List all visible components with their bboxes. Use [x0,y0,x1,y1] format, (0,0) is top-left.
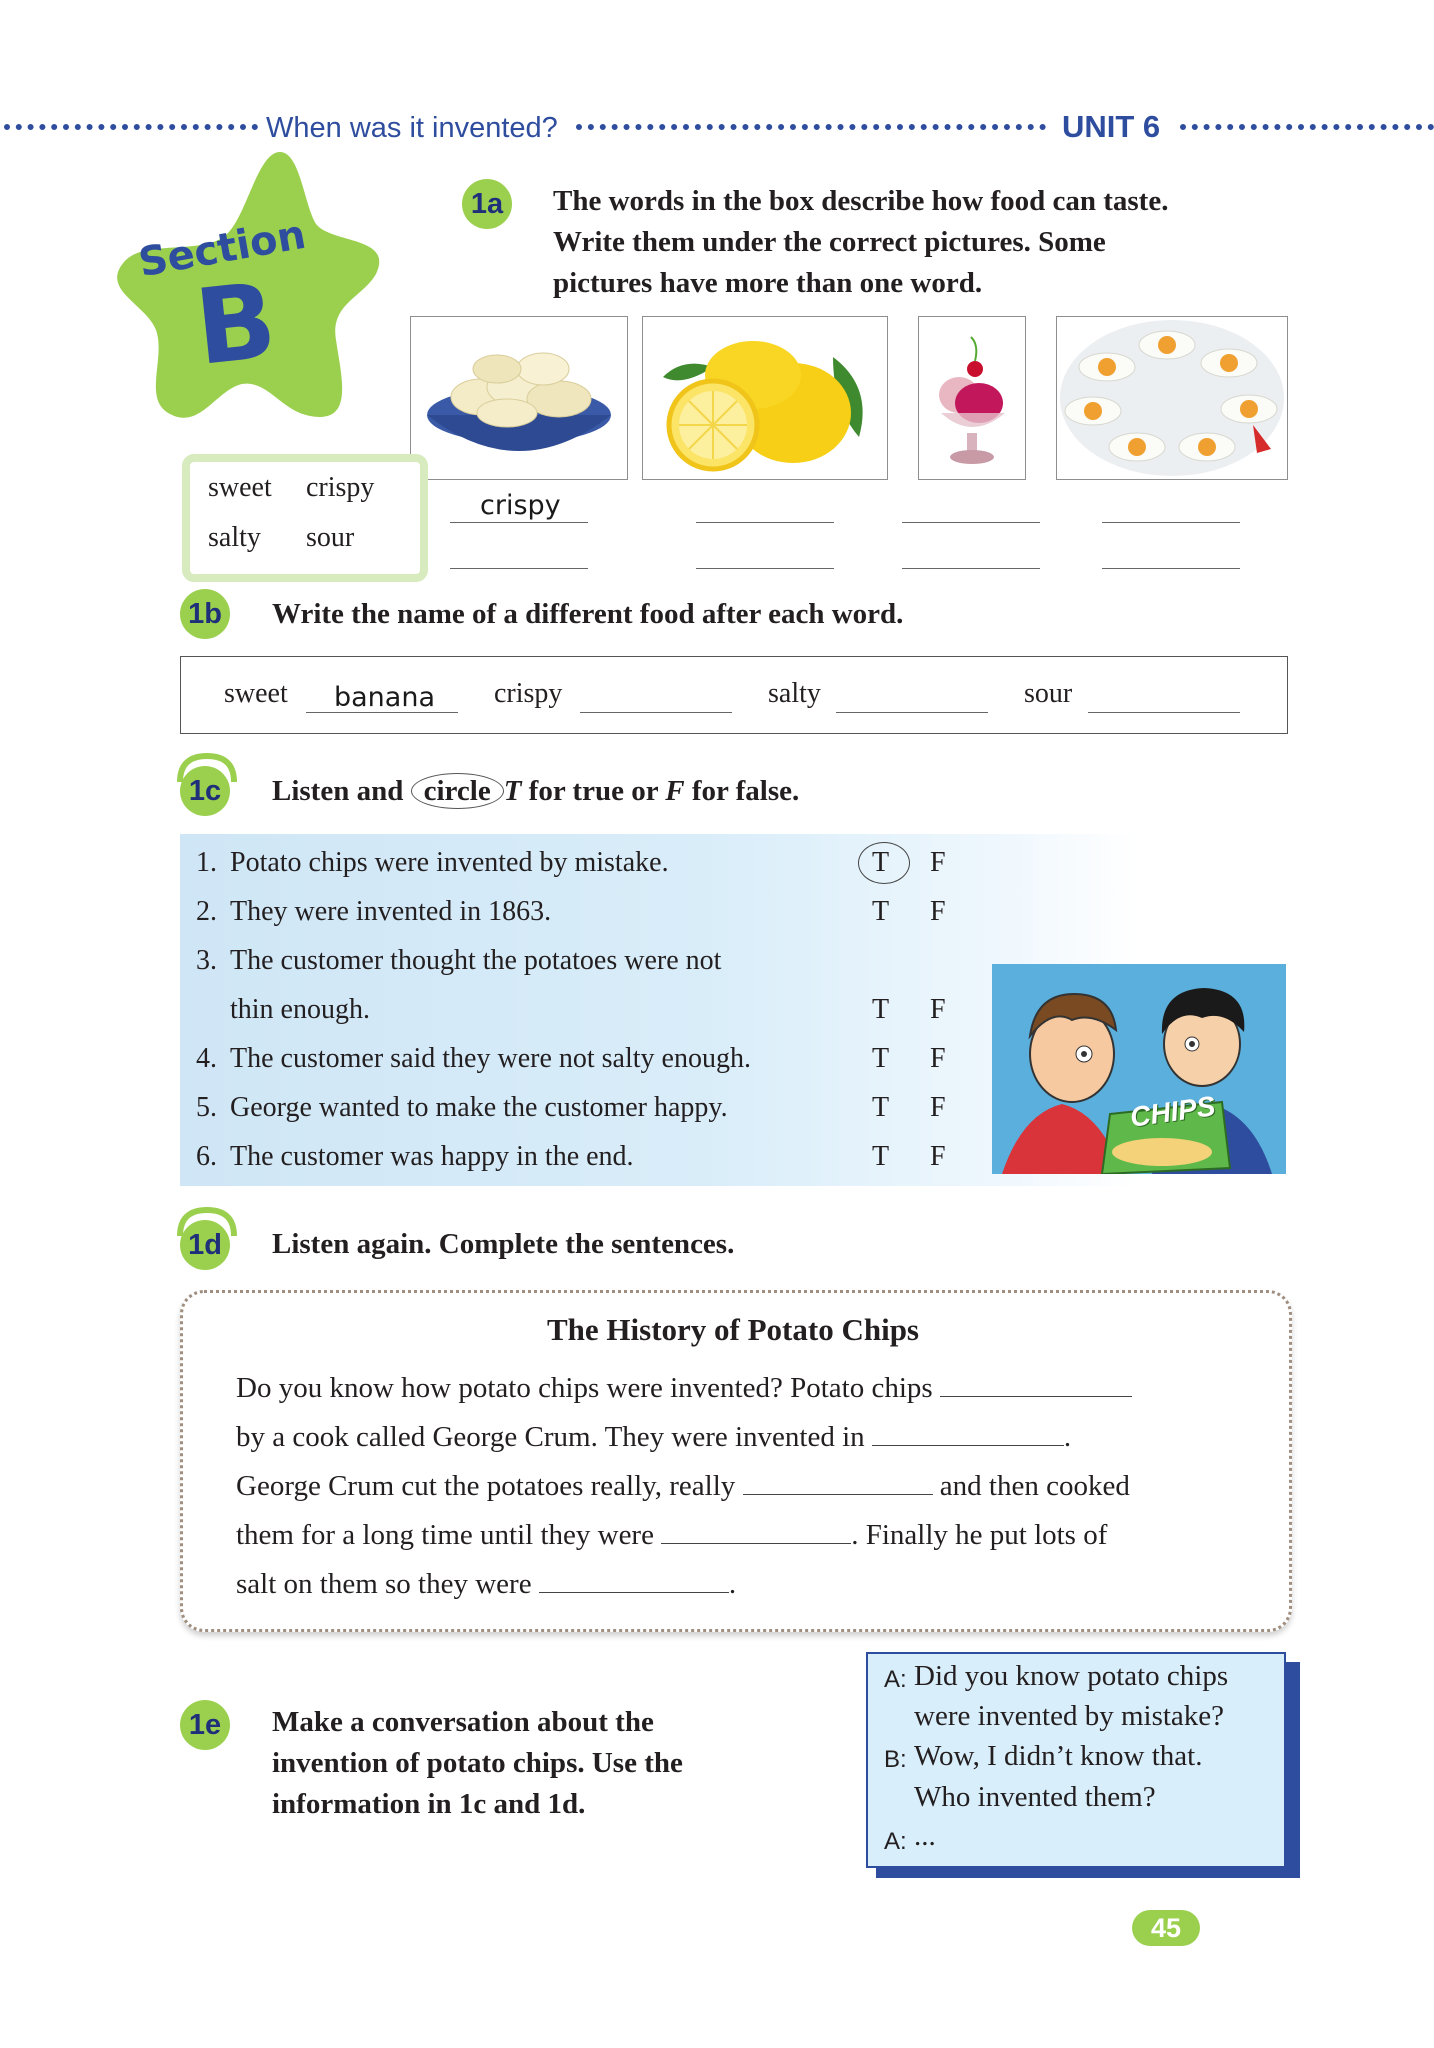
item-1b-sour: sour [1024,678,1073,709]
exercise-badge-1c: 1c [180,766,230,816]
instruction-1a-line2: Write them under the correct pictures. Some [553,226,1106,258]
conv-1-speaker: A: [884,1666,907,1693]
picture-ice-cream [918,316,1026,480]
answer-line-chips-2[interactable] [450,568,588,569]
answer-line-1b-salty[interactable] [836,712,988,713]
conv-2-line1: Wow, I didn’t know that. [914,1740,1203,1772]
answer-line-1b-crispy[interactable] [580,712,732,713]
statement-4-false[interactable]: F [930,1043,946,1074]
answer-line-lemons-1[interactable] [696,522,834,523]
story-line-4-text-b: . Finally he put lots of [851,1519,1108,1551]
story-line-2-text: by a cook called George Crum. They were invented in [236,1421,865,1453]
statement-6-text: The customer was happy in the end. [230,1141,634,1172]
answer-line-eggs-1[interactable] [1102,522,1240,523]
story-blank-4[interactable] [661,1519,851,1544]
instruction-1e-line3: information in 1c and 1d. [272,1788,586,1820]
illustration-boys-with-chips [992,964,1286,1174]
statement-1-true[interactable]: T [872,847,890,878]
instruction-1c-T: T [503,775,522,807]
header-dots-right [1180,124,1434,130]
instruction-1c-pre: Listen and [272,775,404,807]
statement-5-false[interactable]: F [930,1092,946,1123]
instruction-1e-line2: invention of potato chips. Use the [272,1747,683,1779]
story-line-1 [236,1372,1132,1405]
story-line-3-text-b: and then cooked [939,1470,1130,1502]
instruction-1e-line1: Make a conversation about the [272,1706,654,1738]
header-dots-middle [576,124,1046,130]
conv-2-line2: Who invented them? [914,1781,1156,1813]
story-blank-1[interactable] [940,1372,1132,1397]
instruction-1c-F: F [665,775,685,807]
picture-potato-chips [410,316,628,480]
instruction-1b: Write the name of a different food after each word. [272,598,904,630]
answer-1b-example: banana [334,682,435,713]
statement-2-true[interactable]: T [872,896,890,927]
word-crispy: crispy [306,472,375,503]
exercise-badge-1b: 1b [180,589,230,639]
picture-salted-eggs [1056,316,1288,480]
word-sour: sour [306,522,355,553]
story-line-2 [236,1421,1071,1454]
conv-3-speaker: A: [884,1828,907,1855]
statement-4-true[interactable]: T [872,1043,890,1074]
section-letter: B [189,259,282,389]
instruction-1a [553,181,1313,304]
instruction-1c-end: for false. [684,775,800,807]
word-sweet: sweet [208,472,272,503]
story-line-5-dot: . [728,1568,737,1600]
picture-lemons [642,316,888,480]
story-line-5-text: salt on them so they were [236,1568,532,1600]
unit-label: UNIT 6 [1062,109,1161,144]
statement-3-false[interactable]: F [930,994,946,1025]
statement-6-num: 6. [196,1141,217,1172]
answer-line-1b-sweet[interactable] [306,712,458,713]
instruction-1c-mid: for true or [521,775,666,807]
instruction-1a-line3: pictures have more than one word. [553,267,983,299]
instruction-1d: Listen again. Complete the sentences. [272,1228,735,1260]
instruction-1c-circle-word: circle [411,773,504,809]
conv-1-line1: Did you know potato chips [914,1660,1229,1692]
answer-line-eggs-2[interactable] [1102,568,1240,569]
story-line-3-text-a: George Crum cut the potatoes really, really [236,1470,736,1502]
statement-3-text-cont: thin enough. [230,994,370,1025]
answer-line-1b-sour[interactable] [1088,712,1240,713]
conv-1-line2: were invented by mistake? [914,1700,1225,1732]
story-blank-5[interactable] [539,1568,729,1593]
item-1b-salty: salty [768,678,821,709]
story-line-2-dot: . [1063,1421,1072,1453]
story-line-4-text-a: them for a long time until they were [236,1519,654,1551]
statement-6-true[interactable]: T [872,1141,890,1172]
statement-2-text: They were invented in 1863. [230,896,552,927]
story-blank-3[interactable] [743,1470,933,1495]
page-number: 45 [1132,1910,1200,1946]
word-salty: salty [208,522,261,553]
instruction-1a-line1: The words in the box describe how food can taste. [553,185,1169,217]
story-line-4 [236,1519,1107,1552]
section-label: Section [135,211,310,287]
story-line-5 [236,1568,736,1601]
statement-4-num: 4. [196,1043,217,1074]
header-title: When was it invented? [266,112,558,144]
answer-line-icecream-2[interactable] [902,568,1040,569]
answer-line-lemons-2[interactable] [696,568,834,569]
item-1b-sweet: sweet [224,678,288,709]
statement-1-false[interactable]: F [930,847,946,878]
item-1b-crispy: crispy [494,678,563,709]
statement-5-text: George wanted to make the customer happy. [230,1092,728,1123]
instruction-1e [272,1702,792,1825]
chips-bag-label: CHIPS [1128,1090,1218,1133]
statement-3-text: The customer thought the potatoes were not [230,945,722,976]
statement-3-true[interactable]: T [872,994,890,1025]
story-line-3 [236,1470,1130,1503]
statement-4-text: The customer said they were not salty enough. [230,1043,751,1074]
statement-6-false[interactable]: F [930,1141,946,1172]
exercise-badge-1a: 1a [462,179,512,229]
conv-3-line1: ... [914,1820,936,1852]
conv-2-speaker: B: [884,1746,907,1773]
story-blank-2[interactable] [872,1421,1064,1446]
statement-3-num: 3. [196,945,217,976]
statement-1-num: 1. [196,847,217,878]
story-title: The History of Potato Chips [547,1312,919,1347]
exercise-badge-1d: 1d [180,1220,230,1270]
statement-2-num: 2. [196,896,217,927]
header-dots-left [4,124,258,130]
story-line-1-text: Do you know how potato chips were invented? Potato chips [236,1372,933,1404]
exercise-badge-1e: 1e [180,1700,230,1750]
answer-line-icecream-1[interactable] [902,522,1040,523]
word-box [182,454,428,582]
statement-5-true[interactable]: T [872,1092,890,1123]
answer-1a-example: crispy [480,490,561,521]
statement-1-text: Potato chips were invented by mistake. [230,847,669,878]
answer-line-chips-1[interactable] [450,522,588,523]
statement-5-num: 5. [196,1092,217,1123]
statement-2-false[interactable]: F [930,896,946,927]
instruction-1c [272,771,799,812]
